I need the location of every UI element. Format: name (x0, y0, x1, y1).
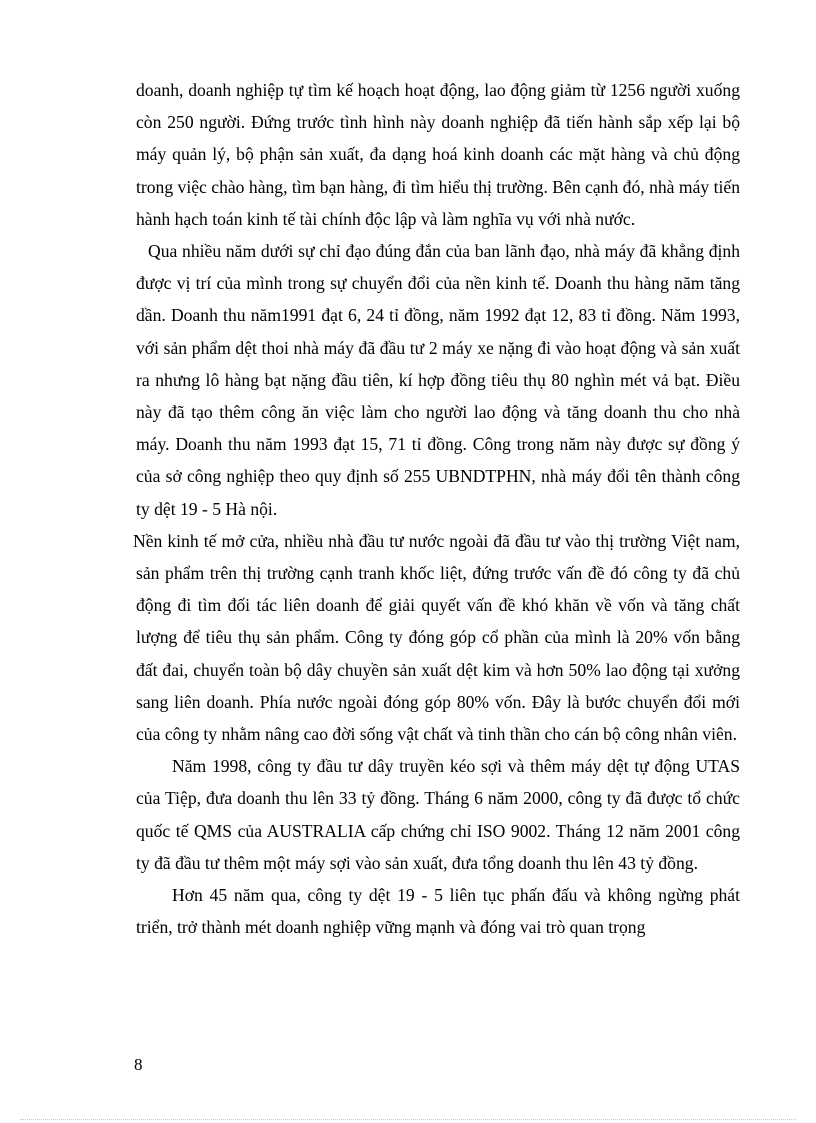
page-number: 8 (134, 1055, 143, 1074)
paragraph-4: Năm 1998, công ty đầu tư dây truyền kéo sợi và thêm máy dệt tự động UTAS của Tiệp, đưa doanh thu lên 33 tỷ đồng. Tháng 6 năm 2000, công ty đã được tổ chức quốc tế QMS của AUSTRALIA cấp chứng chỉ ISO 9002. Tháng 12 năm 2001 công ty đã đầu tư thêm một máy sợi vào sản xuất, đưa tổng doanh thu lên 43 tỷ đồng. (136, 756, 740, 873)
paragraph-2: Qua nhiều năm dưới sự chỉ đạo đúng đắn của ban lãnh đạo, nhà máy đã khẳng định được vị trí của mình trong sự chuyển đổi của nền kinh tế. Doanh thu hàng năm tăng dần. Doanh thu năm1991 đạt 6, 24 tỉ đồng, năm 1992 đạt 12, 83 tỉ đồng. Năm 1993, với sản phẩm dệt thoi nhà máy đã đầu tư 2 máy xe nặng đi vào hoạt động và sản xuất ra nhưng lô hàng bạt nặng đầu tiên, kí hợp đồng tiêu thụ 80 nghìn mét vả bạt. Điều này đã tạo thêm công ăn việc làm cho người lao động và tăng doanh thu cho nhà máy. Doanh thu năm 1993 đạt 15, 71 tỉ đồng. Công trong năm này được sự đồng ý của sở công nghiệp theo quy định số 255 UBNDTPHN, nhà máy đổi tên thành công ty dệt 19 - 5 Hà nội. (136, 241, 740, 519)
paragraph-3: Nền kinh tế mở cửa, nhiều nhà đầu tư nước ngoài đã đầu tư vào thị trường Việt nam, sản phẩm trên thị trường cạnh tranh khốc liệt, đứng trước vấn đề đó công ty đã chủ động đi tìm đối tác liên doanh để giải quyết vấn đề khó khăn về vốn và tăng chất lượng để tiêu thụ sản phẩm. Công ty đóng góp cổ phần của mình là 20% vốn bằng đất đai, chuyển toàn bộ dây chuyền sản xuất dệt kim và hơn 50% lao động tại xưởng sang liên doanh. Phía nước ngoài đóng góp 80% vốn. Đây là bước chuyển đổi mới của công ty nhằm nâng cao đời sống vật chất và tinh thần cho cán bộ công nhân viên. (133, 530, 740, 745)
body-text (133, 74, 740, 943)
paragraph-5: Hơn 45 năm qua, công ty dệt 19 - 5 liên tục phấn đấu và không ngừng phát triển, trở thành mét doanh nghiệp vững mạnh và đóng vai trò quan trọng (136, 885, 740, 938)
page-bottom-divider (20, 1119, 796, 1120)
paragraph-1: doanh, doanh nghiệp tự tìm kế hoạch hoạt động, lao động giảm từ 1256 người xuống còn 250 người. Đứng trước tình hình này doanh nghiệp đã tiến hành sắp xếp lại bộ máy quản lý, bộ phận sản xuất, đa dạng hoá kinh doanh các mặt hàng và chủ động trong việc chào hàng, tìm bạn hàng, đi tìm hiểu thị trường. Bên cạnh đó, nhà máy tiến hành hạch toán kinh tế tài chính độc lập và làm nghĩa vụ với nhà nước. (136, 80, 740, 229)
